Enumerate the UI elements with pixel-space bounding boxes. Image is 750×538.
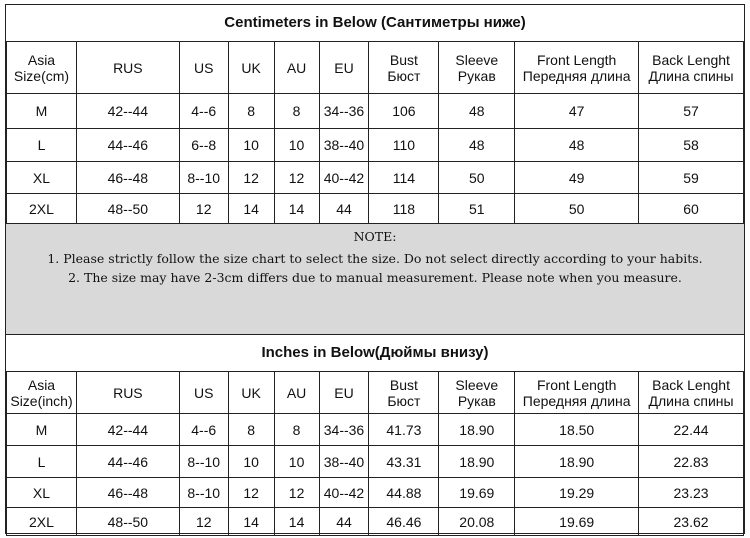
table-cell: 8: [274, 414, 319, 446]
table-cell: 18.90: [515, 446, 639, 478]
table-cell: 60: [639, 194, 744, 224]
table-cell: 48: [515, 129, 639, 162]
table-cell: 106: [369, 94, 439, 129]
table-cell: L: [7, 446, 77, 478]
table-row: [7, 414, 744, 446]
table-cell: 18.90: [439, 414, 515, 446]
table-cell: 14: [274, 508, 319, 536]
table-cell: 12: [179, 194, 228, 224]
table-cell: 114: [369, 162, 439, 194]
table-cell: 57: [639, 94, 744, 129]
table-cell: 59: [639, 162, 744, 194]
column-header: EU: [319, 42, 369, 94]
table-cell: 14: [274, 194, 319, 224]
table-cell: 12: [228, 478, 274, 508]
table-cell: 51: [439, 194, 515, 224]
table-cell: 48--50: [76, 194, 179, 224]
column-header: AU: [274, 372, 319, 414]
table-cell: M: [7, 414, 77, 446]
table-cell: 22.44: [639, 414, 744, 446]
table-cell: 2XL: [7, 194, 77, 224]
table-cell: 40--42: [319, 478, 369, 508]
table-cell: M: [7, 94, 77, 129]
table-cell: 18.50: [515, 414, 639, 446]
column-header: UK: [228, 372, 274, 414]
table-cell: 48: [439, 129, 515, 162]
column-header: RUS: [76, 372, 179, 414]
table-cell: XL: [7, 478, 77, 508]
table-cell: 46--48: [76, 478, 179, 508]
table-cell: 40--42: [319, 162, 369, 194]
column-header: Front Length Передняя длина: [515, 42, 639, 94]
note-title: NOTE:: [353, 229, 397, 244]
column-header: Bust Бюст: [369, 372, 439, 414]
table-cell: 58: [639, 129, 744, 162]
table-cell: 4--6: [179, 414, 228, 446]
table-cell: 34--36: [319, 94, 369, 129]
column-header: Back Lenght Длина спины: [639, 372, 744, 414]
table-cell: 50: [515, 194, 639, 224]
table-cell: 50: [439, 162, 515, 194]
column-header: Sleeve Рукав: [439, 42, 515, 94]
note-line-2: 2. The size may have 2-3cm differs due to manual measurement. Please note when you measure.: [68, 270, 682, 285]
table-cell: 12: [179, 508, 228, 536]
cm-size-table: [6, 41, 744, 224]
table-cell: 6--8: [179, 129, 228, 162]
table-row: [7, 162, 744, 194]
table-cell: 4--6: [179, 94, 228, 129]
table-cell: 14: [228, 194, 274, 224]
cm-table-title: Centimeters in Below (Сантиметры ниже): [6, 5, 744, 41]
table-cell: 20.08: [439, 508, 515, 536]
table-cell: 19.29: [515, 478, 639, 508]
table-row: [7, 478, 744, 508]
size-note: [6, 223, 744, 335]
table-cell: 42--44: [76, 414, 179, 446]
table-cell: 38--40: [319, 446, 369, 478]
table-cell: 38--40: [319, 129, 369, 162]
table-cell: 12: [228, 162, 274, 194]
table-cell: 8: [274, 94, 319, 129]
column-header: UK: [228, 42, 274, 94]
table-cell: 34--36: [319, 414, 369, 446]
table-cell: 44--46: [76, 129, 179, 162]
column-header: RUS: [76, 42, 179, 94]
table-row: [7, 194, 744, 224]
table-cell: 19.69: [439, 478, 515, 508]
table-cell: 44--46: [76, 446, 179, 478]
table-cell: 8: [228, 94, 274, 129]
inch-size-table: [6, 371, 744, 536]
table-cell: 118: [369, 194, 439, 224]
table-cell: 8--10: [179, 478, 228, 508]
table-cell: 42--44: [76, 94, 179, 129]
table-cell: 10: [228, 129, 274, 162]
header-row: [7, 42, 744, 94]
column-header: AU: [274, 42, 319, 94]
column-header: Front Length Передняя длина: [515, 372, 639, 414]
table-cell: 41.73: [369, 414, 439, 446]
table-cell: 46.46: [369, 508, 439, 536]
table-cell: 10: [274, 129, 319, 162]
table-row: [7, 446, 744, 478]
table-cell: 44: [319, 194, 369, 224]
column-header: US: [179, 42, 228, 94]
table-cell: 10: [274, 446, 319, 478]
column-header: Bust Бюст: [369, 42, 439, 94]
table-cell: 8: [228, 414, 274, 446]
table-row: [7, 94, 744, 129]
column-header: EU: [319, 372, 369, 414]
column-header: US: [179, 372, 228, 414]
column-header: Back Lenght Длина спины: [639, 42, 744, 94]
table-cell: 23.23: [639, 478, 744, 508]
size-chart: [5, 4, 745, 534]
table-cell: 14: [228, 508, 274, 536]
table-cell: 46--48: [76, 162, 179, 194]
table-cell: L: [7, 129, 77, 162]
table-cell: 22.83: [639, 446, 744, 478]
column-header: Sleeve Рукав: [439, 372, 515, 414]
table-cell: 8--10: [179, 446, 228, 478]
table-cell: 49: [515, 162, 639, 194]
table-cell: 44.88: [369, 478, 439, 508]
inch-table-title: Inches in Below(Дюймы внизу): [6, 335, 744, 371]
table-cell: 48--50: [76, 508, 179, 536]
table-cell: 48: [439, 94, 515, 129]
header-row: [7, 372, 744, 414]
table-cell: 43.31: [369, 446, 439, 478]
table-cell: 12: [274, 162, 319, 194]
table-cell: 10: [228, 446, 274, 478]
column-header: Asia Size(inch): [7, 372, 77, 414]
column-header: Asia Size(cm): [7, 42, 77, 94]
table-row: [7, 129, 744, 162]
table-cell: 19.69: [515, 508, 639, 536]
table-cell: XL: [7, 162, 77, 194]
table-cell: 12: [274, 478, 319, 508]
table-cell: 110: [369, 129, 439, 162]
table-cell: 8--10: [179, 162, 228, 194]
table-cell: 23.62: [639, 508, 744, 536]
table-cell: 47: [515, 94, 639, 129]
table-cell: 2XL: [7, 508, 77, 536]
table-cell: 18.90: [439, 446, 515, 478]
table-row: [7, 508, 744, 536]
table-cell: 44: [319, 508, 369, 536]
note-line-1: 1. Please strictly follow the size chart to select the size. Do not select directly according to your habits.: [47, 251, 703, 266]
